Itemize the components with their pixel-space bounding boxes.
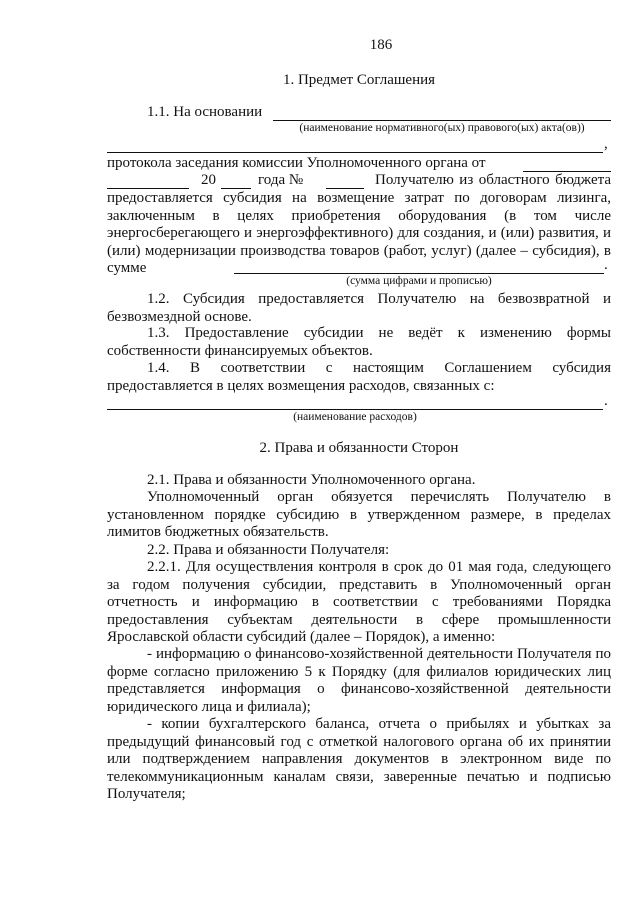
period-mark: . (604, 257, 608, 273)
protocol-number-blank (326, 188, 364, 189)
year-blank (221, 188, 251, 189)
comma-mark: , (604, 136, 608, 152)
clause-2-1: 2.1. Права и обязанности Уполномоченного органа. (147, 472, 476, 488)
year-prefix: 20 (201, 172, 216, 188)
subsidy-amount-blank (234, 273, 604, 274)
clause-2-1-body: Уполномоченный орган обязуется перечислять Получателю в установленном порядке субсидию в утвержденном размере, в пределах лимитов бюджетных обязательств. (107, 489, 611, 541)
act-name-caption: (наименование нормативного(ых) правового(ых) акта(ов)) (299, 122, 585, 134)
bullet-balance-copies: - копии бухгалтерского баланса, отчета о прибылях и убытках за предыдущий финансовый год с отметкой налогового органа об их принятии или подтверждением направления документов в электронном виде по телекоммуникационным каналам связи, заверенные печатью и подписью Получателя; (107, 716, 611, 803)
date-day-blank (107, 188, 189, 189)
act-continuation-blank (107, 152, 603, 153)
expenses-blank (107, 409, 603, 410)
clause-1-1-start: 1.1. На основании (147, 104, 263, 120)
page-number: 186 (369, 37, 393, 53)
clause-1-1-body: предоставляется субсидия на возмещение затрат по договорам лизинга, заключенным в целях приобретения оборудования (в том числе энергосберегающего и энергоэффективного) для создания, и (или) развития, и (или) модернизации производства товаров (работ, услуг) (далее – субсидия), в сумме (107, 190, 611, 277)
act-name-blank (273, 120, 611, 121)
clause-1-4: 1.4. В соответствии с настоящим Соглашением субсидия предоставляется в целях возмещения расходов, связанных с: (107, 360, 611, 394)
expenses-period: . (604, 393, 608, 409)
clause-1-3: 1.3. Предоставление субсидии не ведёт к изменению формы собственности финансируемых объектов. (107, 325, 611, 359)
bullet-financial-info: - информацию о финансово-хозяйственной деятельности Получателя по форме согласно приложению 5 к Порядку (для филиалов юридических лиц представляется информация о финансово-хозяйственной деятельности юридического лица и филиала); (107, 646, 611, 715)
clause-2-2: 2.2. Права и обязанности Получателя: (147, 542, 390, 558)
clause-1-2: 1.2. Субсидия предоставляется Получателю на безвозвратной и безвозмездной основе. (107, 291, 611, 325)
subsidy-amount-caption: (сумма цифрами и прописью) (346, 275, 492, 287)
clause-2-2-1: 2.2.1. Для осуществления контроля в срок до 01 мая года, следующего за годом получения субсидии, представить в Уполномоченный орган отчетность и информацию в соответствии с требованиями Порядка предоставления субъектам деятельности в сфере промышленности Ярославской области субсидий (далее – Порядок), а именно: (107, 559, 611, 646)
protocol-line-text: протокола заседания комиссии Уполномоченного органа от (107, 155, 486, 171)
year-line-tail: Получателю из областного бюджета (375, 172, 611, 188)
year-number-label: года № (258, 172, 304, 188)
expenses-caption: (наименование расходов) (293, 411, 417, 423)
section-1-heading: 1. Предмет Соглашения (282, 72, 436, 88)
section-2-heading: 2. Права и обязанности Сторон (259, 440, 459, 456)
